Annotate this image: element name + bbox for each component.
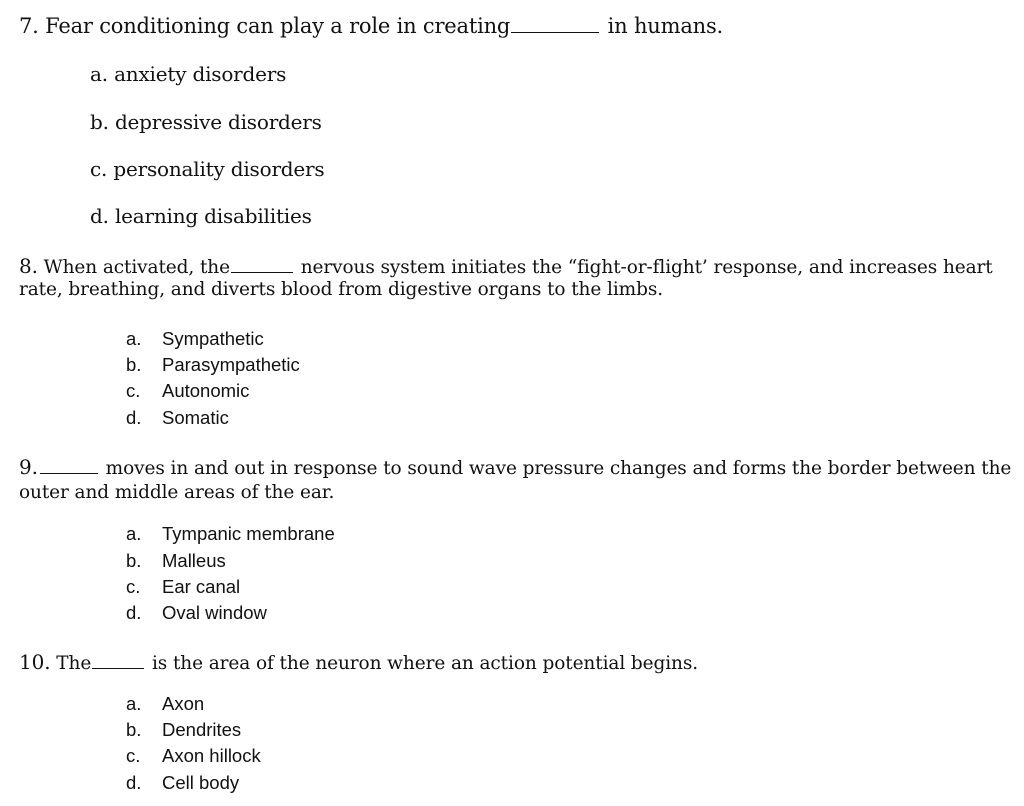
question-8-stem [19, 254, 993, 278]
question-text-end: nervous system initiates the “fight-or-flight’ response, and increases heart [300, 257, 993, 278]
option-text: Somatic [162, 407, 229, 428]
option-text: Ear canal [162, 576, 241, 597]
option-letter: b. [126, 719, 142, 740]
question-7-option-b[interactable] [90, 110, 322, 134]
option-letter: a. [126, 523, 142, 544]
option-text: Axon [162, 693, 205, 714]
option-letter: a. [90, 62, 108, 86]
option-text: Cell body [162, 772, 240, 793]
option-letter: c. [90, 157, 108, 181]
option-text: Sympathetic [162, 328, 264, 349]
question-7-option-c[interactable] [90, 157, 324, 181]
option-letter: b. [126, 550, 142, 571]
option-letter: d. [126, 772, 142, 793]
question-8-continuation: rate, breathing, and diverts blood from digestive organs to the limbs. [19, 279, 663, 300]
question-number: 7. [19, 14, 39, 38]
option-letter: a. [126, 693, 142, 714]
option-text: Dendrites [162, 719, 242, 740]
answer-blank [231, 271, 293, 273]
option-text: Axon hillock [162, 745, 261, 766]
option-letter: b. [126, 354, 142, 375]
question-7-option-a[interactable] [90, 62, 286, 86]
question-number: 10. [19, 650, 51, 674]
option-text: Tympanic membrane [162, 523, 335, 544]
question-7-stem [19, 14, 723, 38]
question-9-stem [19, 455, 1011, 479]
option-text: anxiety disorders [114, 62, 287, 86]
question-7-option-d[interactable] [90, 204, 312, 228]
question-text-end: is the area of the neuron where an action potential begins. [151, 653, 699, 674]
option-text: learning disabilities [114, 204, 312, 228]
option-text: Parasympathetic [162, 354, 300, 375]
option-letter: c. [126, 745, 141, 766]
question-number: 9. [19, 455, 38, 479]
option-text: Malleus [162, 550, 226, 571]
option-text: depressive disorders [114, 110, 322, 134]
question-9-continuation: outer and middle areas of the ear. [19, 482, 335, 503]
question-text: The [56, 653, 92, 674]
question-number: 8. [19, 254, 38, 278]
question-text-end: moves in and out in response to sound wave pressure changes and forms the border between the [105, 458, 1012, 479]
option-letter: c. [126, 576, 141, 597]
question-10-stem [19, 650, 698, 674]
option-letter: d. [126, 407, 142, 428]
answer-blank [511, 31, 599, 33]
question-text: When activated, the [43, 257, 230, 278]
option-letter: d. [126, 602, 142, 623]
option-text: personality disorders [113, 157, 325, 181]
option-text: Oval window [162, 602, 267, 623]
option-letter: b. [90, 110, 109, 134]
option-letter: c. [126, 380, 141, 401]
question-text-end: in humans. [607, 14, 724, 38]
question-text: Fear conditioning can play a role in creating [45, 14, 511, 38]
answer-blank [92, 667, 144, 669]
answer-blank [40, 472, 98, 474]
option-text: Autonomic [162, 380, 250, 401]
option-letter: d. [90, 204, 109, 228]
option-letter: a. [126, 328, 142, 349]
